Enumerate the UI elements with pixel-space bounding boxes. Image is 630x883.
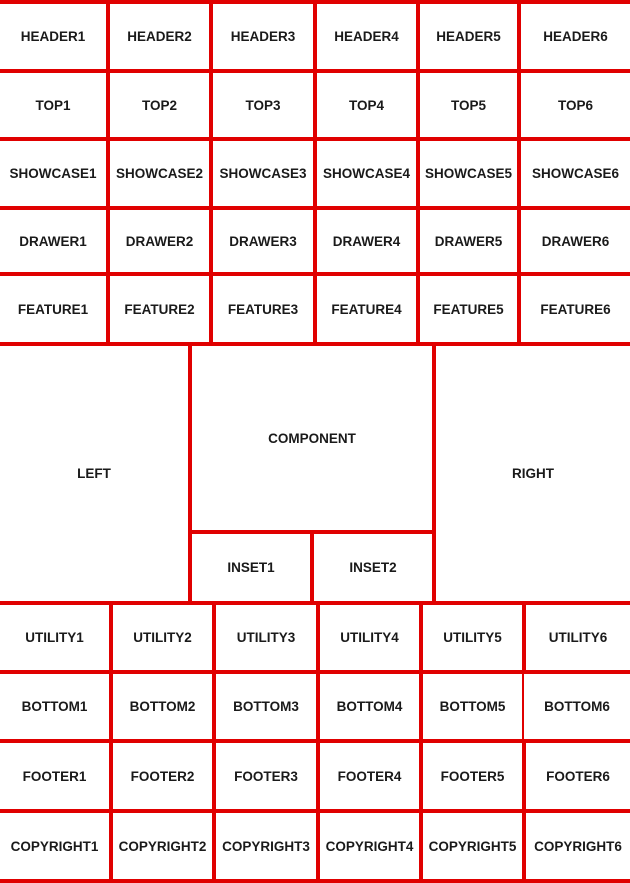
showcase-cell-5: SHOWCASE5 [420,141,517,206]
top-cell-6: TOP6 [521,73,630,137]
bottom-cell-6: BOTTOM6 [524,674,630,739]
drawer-cell-2: DRAWER2 [110,210,209,272]
bottom-cell-4: BOTTOM4 [320,674,419,739]
header-cell-2: HEADER2 [110,4,209,69]
copyright-cell-2: COPYRIGHT2 [113,813,212,879]
component-region: COMPONENT [192,346,432,530]
feature-cell-2: FEATURE2 [110,276,209,342]
utility-cell-3: UTILITY3 [216,605,316,670]
feature-cell-6: FEATURE6 [521,276,630,342]
header-cell-3: HEADER3 [213,4,313,69]
drawer-cell-6: DRAWER6 [521,210,630,272]
copyright-cell-6: COPYRIGHT6 [526,813,630,879]
inset-cell-2: INSET2 [314,534,432,601]
feature-cell-5: FEATURE5 [420,276,517,342]
feature-cell-4: FEATURE4 [317,276,416,342]
drawer-cell-3: DRAWER3 [213,210,313,272]
footer-cell-5: FOOTER5 [423,743,522,809]
header-cell-5: HEADER5 [420,4,517,69]
drawer-cell-1: DRAWER1 [0,210,106,272]
footer-cell-2: FOOTER2 [113,743,212,809]
right-region: RIGHT [436,346,630,601]
footer-cell-4: FOOTER4 [320,743,419,809]
top-cell-5: TOP5 [420,73,517,137]
utility-cell-6: UTILITY6 [526,605,630,670]
drawer-cell-4: DRAWER4 [317,210,416,272]
utility-cell-4: UTILITY4 [320,605,419,670]
utility-cell-2: UTILITY2 [113,605,212,670]
drawer-cell-5: DRAWER5 [420,210,517,272]
copyright-cell-3: COPYRIGHT3 [216,813,316,879]
bottom-cell-1: BOTTOM1 [0,674,109,739]
utility-cell-5: UTILITY5 [423,605,522,670]
header-cell-6: HEADER6 [521,4,630,69]
copyright-cell-5: COPYRIGHT5 [423,813,522,879]
footer-cell-6: FOOTER6 [526,743,630,809]
showcase-cell-4: SHOWCASE4 [317,141,416,206]
copyright-cell-1: COPYRIGHT1 [0,813,109,879]
showcase-cell-2: SHOWCASE2 [110,141,209,206]
bottom-cell-3: BOTTOM3 [216,674,316,739]
showcase-cell-3: SHOWCASE3 [213,141,313,206]
bottom-cell-5: BOTTOM5 [423,674,522,739]
copyright-cell-4: COPYRIGHT4 [320,813,419,879]
bottom-cell-2: BOTTOM2 [113,674,212,739]
showcase-cell-1: SHOWCASE1 [0,141,106,206]
footer-cell-3: FOOTER3 [216,743,316,809]
top-cell-1: TOP1 [0,73,106,137]
header-cell-4: HEADER4 [317,4,416,69]
inset-cell-1: INSET1 [192,534,310,601]
feature-cell-1: FEATURE1 [0,276,106,342]
utility-cell-1: UTILITY1 [0,605,109,670]
top-cell-4: TOP4 [317,73,416,137]
feature-cell-3: FEATURE3 [213,276,313,342]
top-cell-3: TOP3 [213,73,313,137]
header-cell-1: HEADER1 [0,4,106,69]
left-region: LEFT [0,346,188,601]
top-cell-2: TOP2 [110,73,209,137]
showcase-cell-6: SHOWCASE6 [521,141,630,206]
footer-cell-1: FOOTER1 [0,743,109,809]
